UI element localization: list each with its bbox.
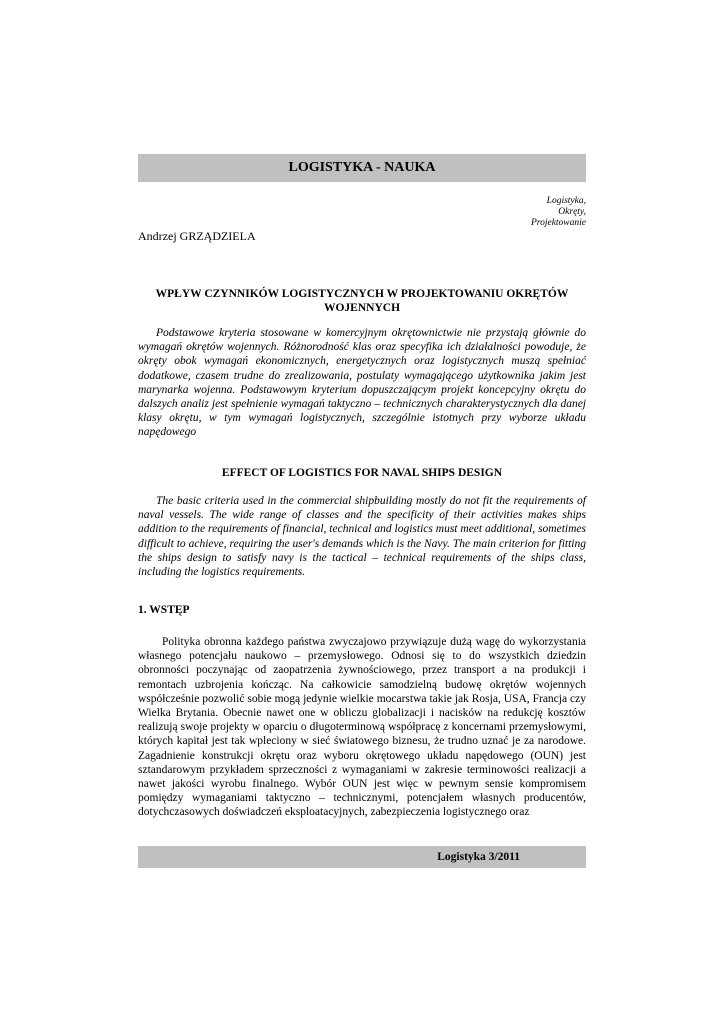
- section-heading: 1. WSTĘP: [138, 604, 190, 616]
- section-body: Polityka obronna każdego państwa zwyczajowo przywiązuje dużą wagę do wykorzystania własnego potencjału naukowo – przemysłowego. Odnosi się to do wszystkich dziedzin obronności poczynając od zaopatrzenia żywnościowego, przez transport a na produkcji i remontach uzbrojenia kończąc. Na całkowicie samodzielną budowę okrętów wojennych współcześnie pozwolić sobie mogą jedynie wielkie mocarstwa takie jak Rosja, USA, Francja czy Wielka Brytania. Obecnie nawet one w obliczu globalizacji i nacisków na redukcję kosztów realizują swoje projekty w oparciu o długoterminową współpracę z koncernami przemysłowymi, których kapitał jest tak wpleciony w sieć światowego biznesu, że trudno uznać je za narodowe. Zagadnienie konstrukcji okrętu oraz wyboru okrętowego układu napędowego (OUN) jest sztandarowym przykładem sprzeczności z wymaganiami w zakresie terminowości realizacji a nawet jakości wyrobu finalnego. Wybór OUN jest więc w pewnym sensie kompromisem pomiędzy wymaganiami taktyczno – technicznymi, potencjałem własnych producentów, dotychczasowych doświadczeń eksploatacyjnych, zabezpieczenia logistycznego oraz: [138, 636, 586, 819]
- keywords-block: [386, 196, 586, 229]
- keyword: Projektowanie: [530, 218, 586, 228]
- abstract-en: The basic criteria used in the commercial shipbuilding mostly do not fit the requirements of naval vessels. The wide range of classes and the specificity of their activities makes ships addition to the requirements of financial, technical and logistics must meet additional, sometimes difficult to achieve, requiring the user's demands which is the Navy. The main criterion for fitting the ships design to satisfy navy is the tactical – technical requirements of the ships class, including the logistics requirements.: [138, 495, 586, 579]
- article-title-pl: WPŁYW CZYNNIKÓW LOGISTYCZNYCH W PROJEKTOWANIU OKRĘTÓW WOJENNYCH: [155, 288, 569, 314]
- article-title-en: EFFECT OF LOGISTICS FOR NAVAL SHIPS DESIGN: [221, 467, 503, 479]
- keyword: Okręty,: [558, 207, 586, 217]
- footer-band: [138, 846, 586, 868]
- abstract-pl: Podstawowe kryteria stosowane w komercyjnym okrętownictwie nie przystają głównie do wymagań okrętów wojennych. Różnorodność klas oraz specyfika ich działalności powoduje, że okręty obok wymagań ekonomicznych, energetycznych oraz logistycznych muszą spełniać dodatkowe, czasem trudne do zrealizowania, postulaty wymagającego użytkownika jakim jest marynarka wojenna. Podstawowym kryterium dopuszczającym projekt koncepcyjny okrętu do dalszych analiz jest spełnienie wymagań taktyczno – technicznych charakterystycznych dla danej klasy okrętu, w tym wymagań logistycznych, szczególnie istotnych przy wyborze układu napędowego: [138, 327, 586, 439]
- journal-section-title: LOGISTYKA - NAUKA: [288, 160, 436, 175]
- keyword: Logistyka,: [546, 196, 586, 206]
- author-name: Andrzej GRZĄDZIELA: [138, 229, 256, 243]
- journal-issue: Logistyka 3/2011: [437, 851, 520, 863]
- header-band: [138, 154, 586, 182]
